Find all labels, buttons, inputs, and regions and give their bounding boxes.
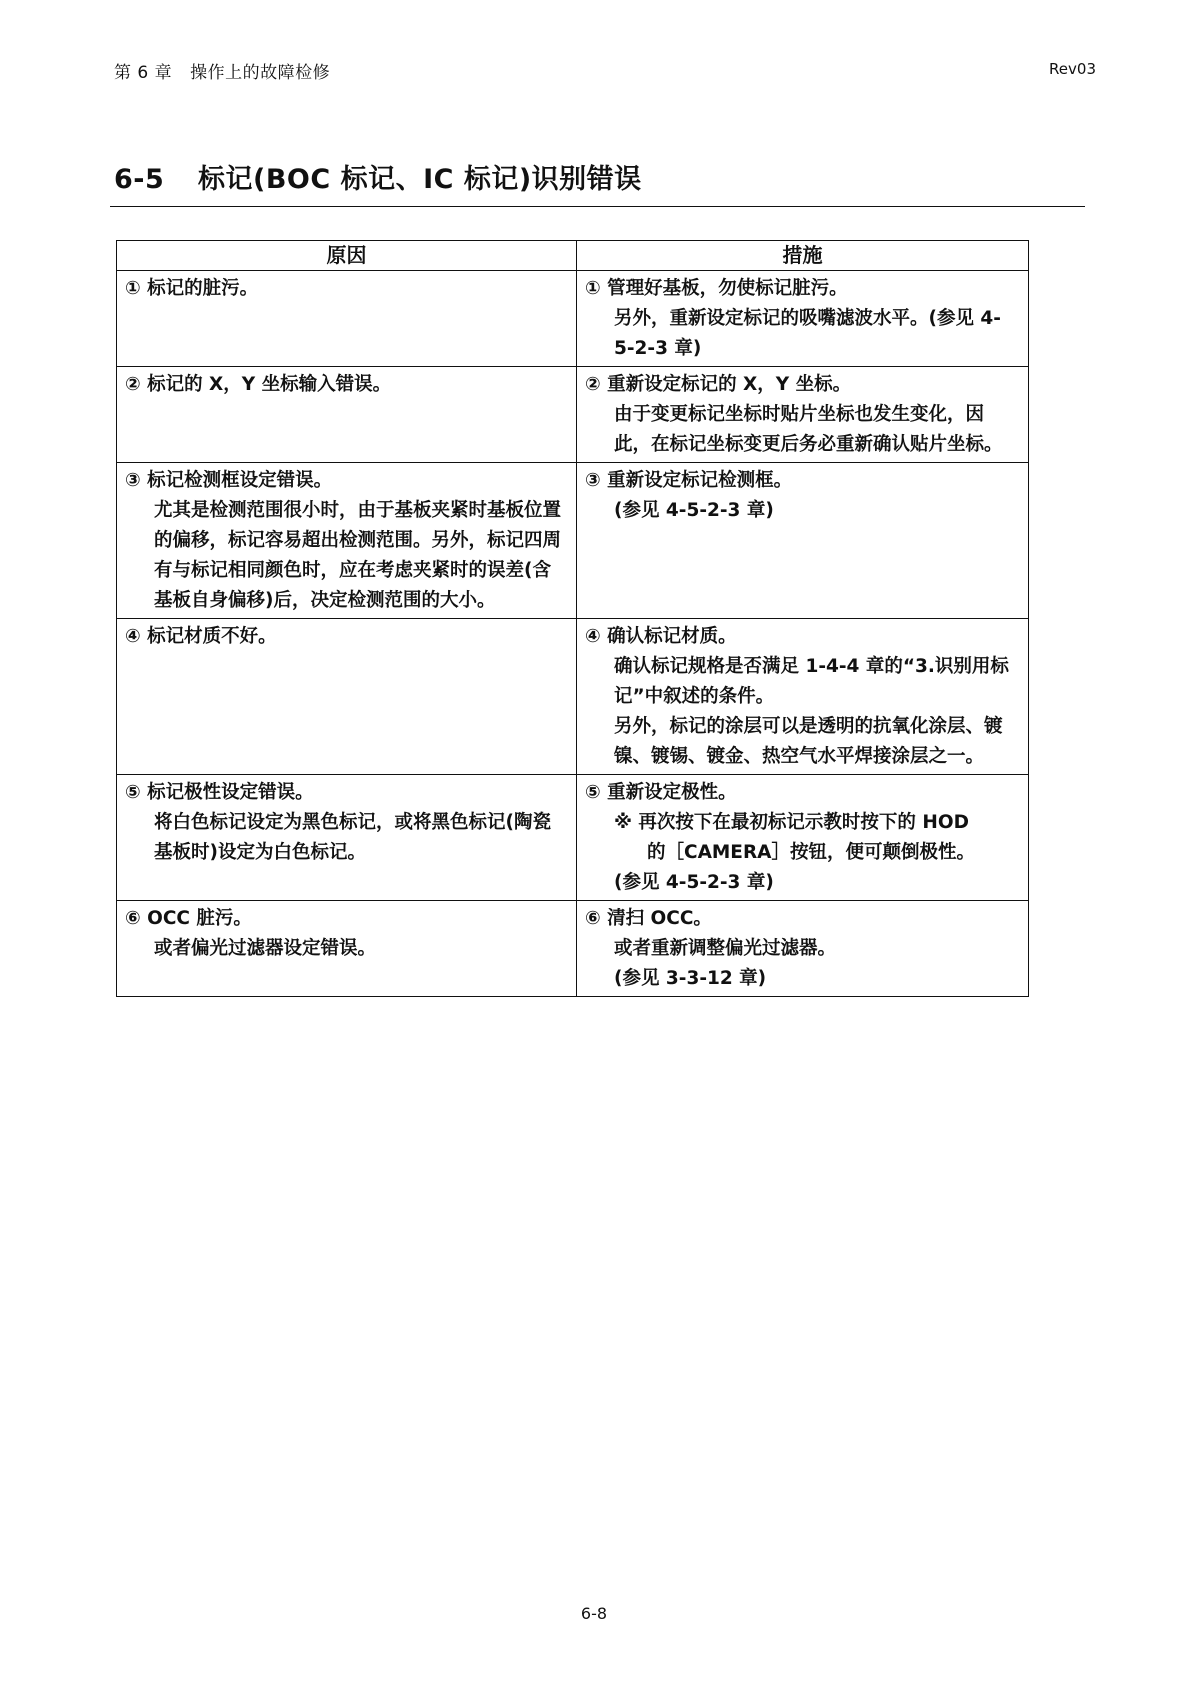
action-text: (参见 3-3-12 章) [614,968,767,989]
cause-cell [117,619,577,775]
action-text: ③ 重新设定标记检测框。 [585,470,793,491]
cause-text: ① 标记的脏污。 [125,278,259,299]
cause-text: ③ 标记检测框设定错误。 [125,470,333,491]
action-cell [577,367,1029,463]
action-cell [577,901,1029,997]
section-title: 标记(BOC 标记、IC 标记)识别错误 [198,164,642,195]
column-header-action: 措施 [577,241,1029,271]
cause-text: ⑥ OCC 脏污。 [125,908,252,929]
cause-cell [117,463,577,619]
cause-cell [117,775,577,901]
cause-cell [117,901,577,997]
section-heading [114,157,642,196]
action-note: 的［CAMERA］按钮，便可颠倒极性。 [647,842,976,863]
action-cell [577,463,1029,619]
action-text: 确认标记规格是否满足 1-4-4 章的“3.识别用标记”中叙述的条件。 [614,656,1009,707]
action-text: 或者重新调整偏光过滤器。 [614,938,837,959]
cause-text: 尤其是检测范围很小时，由于基板夹紧时基板位置的偏移，标记容易超出检测范围。另外，标记四周有与标记相同颜色时，应在考虑夹紧时的误差(含基板自身偏移)后，决定检测范围的大小。 [154,500,562,611]
heading-divider [110,206,1085,207]
revision-label: Rev03 [1049,60,1096,78]
column-header-cause: 原因 [117,241,577,271]
action-text: ② 重新设定标记的 X，Y 坐标。 [585,374,852,395]
table-row [117,463,1029,619]
action-cell [577,271,1029,367]
action-text: 另外，标记的涂层可以是透明的抗氧化涂层、镀镍、镀锡、镀金、热空气水平焊接涂层之一。 [614,716,1003,767]
table-row [117,619,1029,775]
table-row [117,775,1029,901]
action-text: ⑥ 清扫 OCC。 [585,908,712,929]
action-text: (参见 4-5-2-3 章) [614,500,774,521]
action-text: ① 管理好基板，勿使标记脏污。 [585,278,848,299]
cause-text: ⑤ 标记极性设定错误。 [125,782,314,803]
chapter-title: 操作上的故障检修 [190,63,331,83]
action-text: ④ 确认标记材质。 [585,626,737,647]
table-header-row [117,241,1029,271]
troubleshooting-table [116,240,1029,997]
cause-text: 或者偏光过滤器设定错误。 [154,938,377,959]
action-text: 由于变更标记坐标时贴片坐标也发生变化，因此，在标记坐标变更后务必重新确认贴片坐标。 [614,404,1003,455]
table-row [117,901,1029,997]
action-text: 另外，重新设定标记的吸嘴滤波水平。(参见 4-5-2-3 章) [614,308,1001,359]
action-text: (参见 4-5-2-3 章) [614,872,774,893]
running-header [114,58,330,83]
cause-text: ② 标记的 X，Y 坐标输入错误。 [125,374,392,395]
action-cell [577,619,1029,775]
cause-text: 将白色标记设定为黑色标记，或将黑色标记(陶瓷基板时)设定为白色标记。 [154,812,551,863]
cause-text: ④ 标记材质不好。 [125,626,277,647]
chapter-label: 第 6 章 [114,63,173,83]
table-row [117,367,1029,463]
cause-cell [117,271,577,367]
cause-cell [117,367,577,463]
action-text: ⑤ 重新设定极性。 [585,782,737,803]
section-number: 6-5 [114,164,165,195]
page-number: 6-8 [580,1604,608,1623]
action-note: ※ 再次按下在最初标记示教时按下的 HOD [614,812,969,833]
action-cell [577,775,1029,901]
table-row [117,271,1029,367]
